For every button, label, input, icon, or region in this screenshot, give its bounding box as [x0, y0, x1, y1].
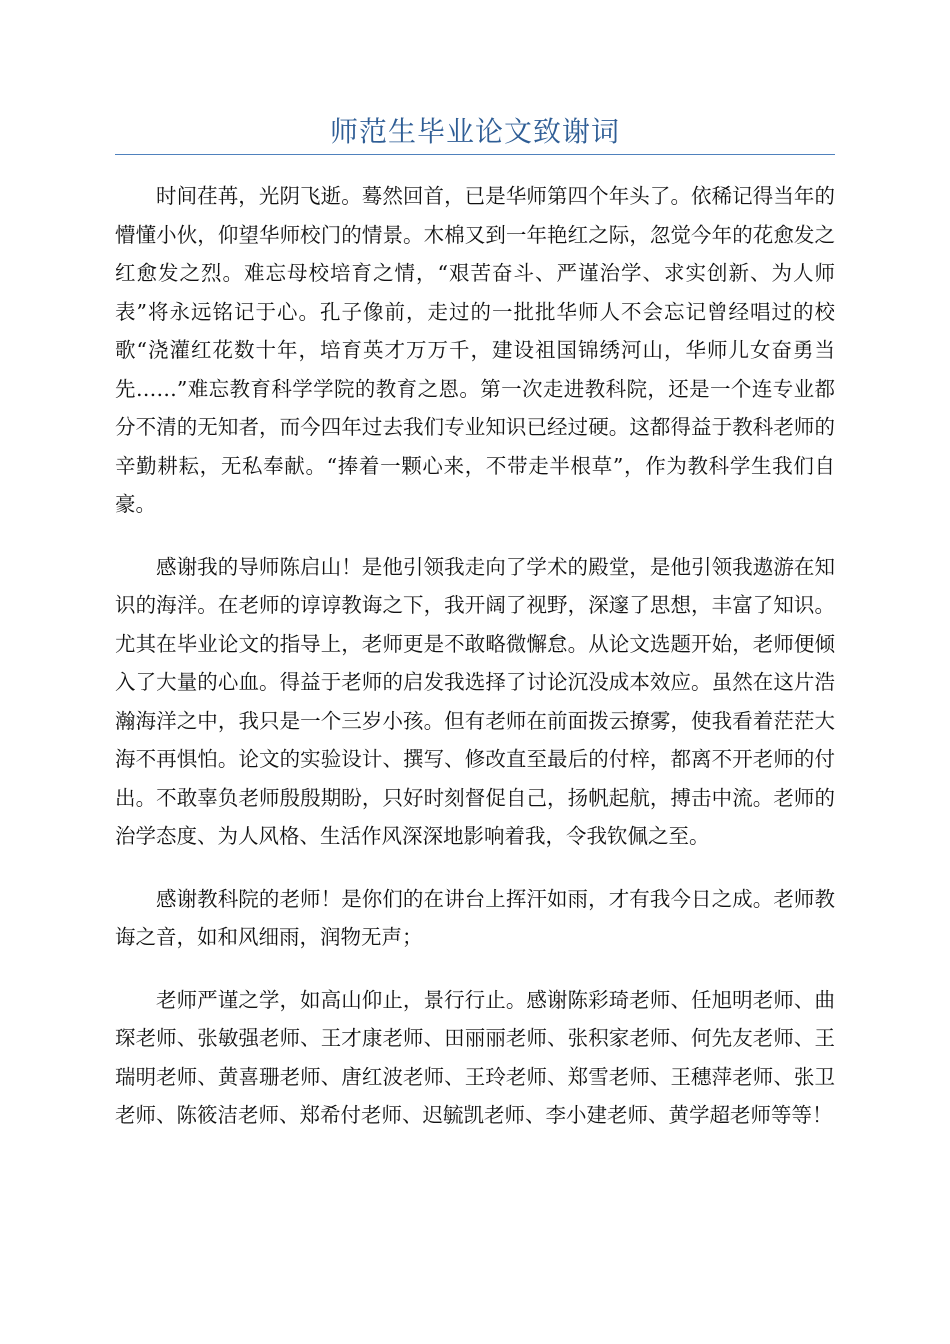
paragraph-4: 老师严谨之学，如高山仰止，景行行止。感谢陈彩琦老师、任旭明老师、曲琛老师、张敏强老师、王才康老师、田丽丽老师、张积家老师、何先友老师、王瑞明老师、黄喜珊老师、唐红波老师、王玲老师、郑雪老师、王穗萍老师、张卫老师、陈筱洁老师、郑希付老师、迟毓凯老师、李小建老师、黄学超老师等等！ — [115, 987, 835, 1127]
document-title: 师范生毕业论文致谢词 — [329, 115, 620, 148]
paragraph-3: 感谢教科院的老师！是你们的在讲台上挥汗如雨，才有我今日之成。老师教诲之音，如和风细雨，润物无声； — [115, 886, 835, 949]
paragraph-1: 时间荏苒，光阴飞逝。蓦然回首，已是华师第四个年头了。依稀记得当年的懵懂小伙，仰望华师校门的情景。木棉又到一年艳红之际，忽觉今年的花愈发之红愈发之烈。难忘母校培育之情，“艰苦奋斗、严谨治学、求实创新、为人师表”将永远铭记于心。孔子像前，走过的一批批华师人不会忘记曾经唱过的校歌“浇灌红花数十年，培育英才万万千，建设祖国锦绣河山，华师儿女奋勇当先……”难忘教育科学学院的教育之恩。第一次走进教科院，还是一个连专业都分不清的无知者，而今四年过去我们专业知识已经过硬。这都得益于教科老师的辛勤耕耘，无私奉献。“捧着一颗心来，不带走半根草”，作为教科学生我们自豪。 — [115, 184, 835, 516]
document-body — [115, 177, 835, 1159]
title-underline — [115, 154, 835, 155]
paragraph-2: 感谢我的导师陈启山！是他引领我走向了学术的殿堂，是他引领我遨游在知识的海洋。在老师的谆谆教诲之下，我开阔了视野，深邃了思想，丰富了知识。尤其在毕业论文的指导上，老师更是不敢略微懈怠。从论文选题开始，老师便倾入了大量的心血。得益于老师的启发我选择了讨论沉没成本效应。虽然在这片浩瀚海洋之中，我只是一个三岁小孩。但有老师在前面拨云撩雾，使我看着茫茫大海不再惧怕。论文的实验设计、撰写、修改直至最后的付梓，都离不开老师的付出。不敢辜负老师殷殷期盼，只好时刻督促自己，扬帆起航，搏击中流。老师的治学态度、为人风格、生活作风深深地影响着我，令我钦佩之至。 — [115, 554, 835, 848]
document-page — [115, 0, 835, 1344]
